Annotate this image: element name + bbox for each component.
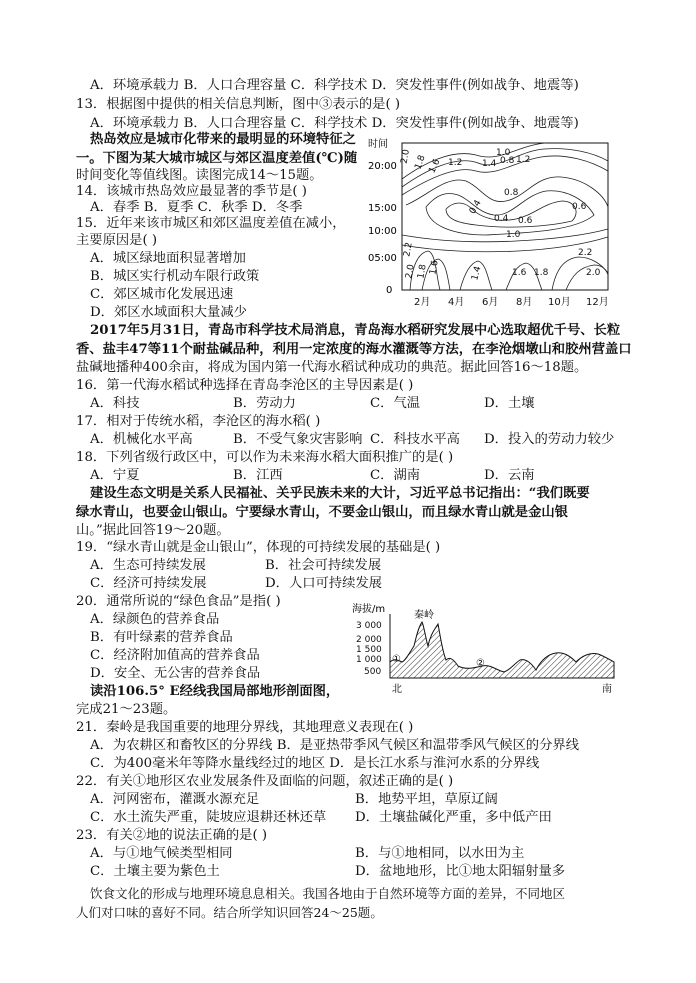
q22-option: A．河网密布，灌溉水源充足 <box>90 792 260 807</box>
fig1-x-tick: 10月 <box>548 297 571 308</box>
q23-option: D．盆地地形，比①地太阳辐射量多 <box>355 864 566 879</box>
q16-option: D．土壤 <box>484 396 535 411</box>
q18-stem: 18．下列省级行政区中，可以作为未来海水稻大面积推广的是( ) <box>76 450 454 465</box>
q23-stem: 23．有关②地的说法正确的是( ) <box>76 828 268 843</box>
q19-option: A．生态可持续发展 <box>90 558 206 573</box>
fig2-y-tick: 500 <box>364 667 382 677</box>
q20-option-d: D．安全、无公害的营养食品 <box>90 666 261 681</box>
fig2-north-label: 北 <box>392 684 402 695</box>
q19-intro-line2: 绿水青山，也要金山银山。宁要绿水青山，不要金山银山，而且绿水青山就是金山银 <box>76 505 568 520</box>
fig1-y-tick: 15:00 <box>368 203 397 214</box>
q20-option-b: B．有叶绿素的营养食品 <box>90 630 233 645</box>
q14-intro-line1: 热岛效应是城市化带来的最明显的环境特征之 <box>90 132 356 147</box>
fig1-isoline-label: 1.8 <box>534 268 549 278</box>
q22-option: C．水土流失严重，陡坡应退耕还林还草 <box>90 810 327 825</box>
fig1-y-title: 时间 <box>368 139 388 150</box>
fig1-x-tick: 6月 <box>482 297 499 308</box>
q16-option: B．劳动力 <box>233 396 296 411</box>
q14-options: A．春季 B．夏季 C．秋季 D．冬季 <box>90 200 303 215</box>
terrain-profile-figure <box>350 600 618 700</box>
q17-option: D．投入的劳动力较少 <box>484 432 615 447</box>
q16-option: C．气温 <box>370 396 421 411</box>
fig1-isoline-label: 2.0 <box>586 268 601 278</box>
q16-option: A．科技 <box>90 396 140 411</box>
q14-stem: 14．该城市热岛效应最显著的季节是( ) <box>76 184 307 199</box>
q21-stem: 21．秦岭是我国重要的地理分界线，其地理意义表现在( ) <box>76 720 414 735</box>
q17-option: B．不受气象灾害影响 <box>233 432 363 447</box>
fig1-isoline-label: 0.8 <box>500 156 515 166</box>
q20-option-c: C．经济附加值高的营养食品 <box>90 648 260 663</box>
q16-stem: 16．第一代海水稻试种选择在青岛李沧区的主导因素是( ) <box>76 378 414 393</box>
q15-stem-1: 15．近年来该市城区和郊区温度差值在减小， <box>76 216 346 231</box>
fig2-y-tick: 1 500 <box>356 645 382 655</box>
q23-option: A．与①地气候类型相同 <box>90 846 233 861</box>
q18-option: B．江西 <box>233 468 283 483</box>
q19-option: B．社会可持续发展 <box>265 558 382 573</box>
q12-options: A．环境承载力 B．人口合理容量 C．科学技术 D．突发性事件(例如战争、地震等) <box>90 78 579 93</box>
fig1-x-tick: 12月 <box>586 297 609 308</box>
q21-options-cd: C．为400毫米年等降水量线经过的地区 D．是长江水系与淮河水系的分界线 <box>90 756 540 771</box>
fig1-x-tick: 8月 <box>516 297 533 308</box>
fig2-y-tick: 1 000 <box>356 655 382 665</box>
q14-intro-line2: 一。下图为某大城市城区与郊区温度差值(℃)随 <box>76 151 358 166</box>
fig1-isoline-label: 0.4 <box>494 214 509 224</box>
fig2-south-label: 南 <box>602 684 612 695</box>
fig2-y-tick: 3 000 <box>356 621 382 631</box>
fig1-isoline-label: 1.0 <box>506 230 521 240</box>
q18-option: D．云南 <box>484 468 535 483</box>
fig1-isoline-label: 1.0 <box>496 148 511 158</box>
fig1-isoline-label: 1.8 <box>416 263 429 280</box>
q21-intro-line1: 读沿106.5° E经线我国局部地形剖面图， <box>90 684 340 699</box>
q16-intro-line1: 2017年5月31日，青岛市科学技术局消息，青岛海水稻研究发展中心选取超优千号、长粒 <box>90 323 621 338</box>
fig1-y-tick: 10:00 <box>368 226 397 237</box>
fig1-isoline-label: 0.6 <box>572 202 587 212</box>
fig1-isoline-label: 0.6 <box>518 216 533 226</box>
fig1-isoline-label: 1.4 <box>470 265 484 282</box>
q22-option: B．地势平坦，草原辽阔 <box>355 792 498 807</box>
q20-option-a: A．绿颜色的营养食品 <box>90 612 220 627</box>
fig1-isoline-label: 2.0 <box>404 263 417 280</box>
q20-stem: 20．通常所说的“绿色食品”是指( ) <box>76 594 281 609</box>
q21-intro-line2: 完成21～23题。 <box>76 702 177 717</box>
q19-stem: 19．“绿水青山就是金山银山”，体现的可持续发展的基础是( ) <box>76 540 441 555</box>
q22-stem: 22．有关①地形区农业发展条件及面临的问题，叙述正确的是( ) <box>76 774 454 789</box>
q15-stem-2: 主要原因是( ) <box>76 233 158 248</box>
fig1-isoline-label: 1.6 <box>427 157 443 175</box>
fig1-isoline-label: 1.2 <box>516 155 531 165</box>
q19-intro-line3: 山。”据此回答19～20题。 <box>76 523 230 538</box>
fig2-y-tick: 2 000 <box>356 635 382 645</box>
q18-option: C．湖南 <box>370 468 421 483</box>
fig1-isoline-label: 1.2 <box>448 158 463 168</box>
fig1-isoline-label: 2.2 <box>578 248 593 258</box>
fig1-y-tick: 20:00 <box>368 161 397 172</box>
fig1-isoline-label: 1.4 <box>482 159 497 169</box>
q22-option: D．土壤盐碱化严重，多中低产田 <box>355 810 552 825</box>
q15-option-a: A．城区绿地面积显著增加 <box>90 251 246 266</box>
q19-intro-line1: 建设生态文明是关系人民福祉、关乎民族未来的大计，习近平总书记指出：“我们既要 <box>90 486 590 501</box>
q21-options-ab: A．为农耕区和畜牧区的分界线 B．是亚热带季风气候区和温带季风气候区的分界线 <box>90 738 579 753</box>
q17-option: C．科技水平高 <box>370 432 460 447</box>
fig1-isoline-label: 2.0 <box>399 148 412 165</box>
fig1-isoline-label: 1.8 <box>413 153 428 171</box>
q17-stem: 17．相对于传统水稻，李沧区的海水稻( ) <box>76 414 321 429</box>
fig1-isoline-label: 2.2 <box>402 241 415 258</box>
fig1-isoline-label: 1.6 <box>512 268 527 278</box>
fig1-isoline-label: 1.6 <box>428 259 441 276</box>
q23-option: B．与①地相同，以水田为主 <box>355 846 525 861</box>
fig1-isoline-label: 0.4 <box>467 198 484 216</box>
q19-option: C．经济可持续发展 <box>90 576 207 591</box>
q16-intro-line3: 盐碱地播种400余亩，将成为国内第一代海水稻试种成功的典范。据此回答16～18题。 <box>76 360 588 375</box>
q24-intro-line1: 饮食文化的形成与地理环境息息相关。我国各地由于自然环境等方面的差异，不同地区 <box>90 886 566 901</box>
q15-option-d: D．郊区水域面积大量减少 <box>90 305 247 320</box>
fig2-marker-2: ② <box>476 658 485 669</box>
q15-option-c: C．郊区城市化发展迅速 <box>90 287 234 302</box>
q23-option: C．土壤主要为紫色土 <box>90 864 220 879</box>
fig1-x-tick: 2月 <box>414 297 431 308</box>
fig1-y-tick: 0 <box>386 285 393 296</box>
fig1-isoline-label: 0.8 <box>504 188 519 198</box>
q13-options: A．环境承载力 B．人口合理容量 C．科学技术 D．突发性事件(例如战争、地震等) <box>90 116 579 131</box>
fig1-y-tick: 05:00 <box>368 253 397 264</box>
q19-option: D．人口可持续发展 <box>265 576 383 591</box>
fig1-x-tick: 4月 <box>448 297 465 308</box>
q17-option: A．机械化水平高 <box>90 432 193 447</box>
q24-intro-line2: 人们对口味的喜好不同。结合所学知识回答24～25题。 <box>76 905 383 920</box>
fig2-terrain <box>390 622 614 678</box>
fig2-marker-1: ① <box>392 654 401 665</box>
q15-option-b: B．城区实行机动车限行政策 <box>90 269 260 284</box>
q13-stem: 13．根据图中提供的相关信息判断，图中③表示的是( ) <box>76 97 401 112</box>
fig2-y-title: 海拔/m <box>352 604 386 615</box>
q18-option: A．宁夏 <box>90 468 140 483</box>
fig2-peak-label: 秦岭 <box>414 610 434 621</box>
q16-intro-line2: 香、盐丰47等11个耐盐碱品种，利用一定浓度的海水灌溉等方法，在李沧烟墩山和胶州营盖口 <box>76 342 632 357</box>
q14-intro-line3: 时间变化等值线图。读图完成14～15题。 <box>76 168 323 183</box>
temperature-difference-isoline-figure <box>366 135 616 310</box>
